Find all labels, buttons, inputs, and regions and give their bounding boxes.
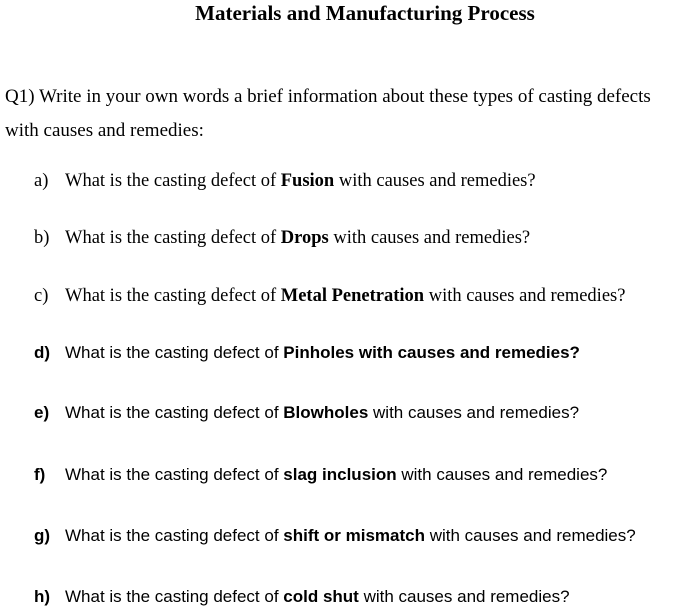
- item-label: d): [34, 343, 51, 362]
- item-suffix: with causes and remedies?: [424, 286, 626, 306]
- list-item-b: [34, 226, 530, 250]
- item-term: shift or mismatch: [283, 526, 425, 545]
- item-term: slag inclusion: [283, 465, 397, 484]
- item-suffix: with causes and remedies?: [334, 171, 536, 191]
- item-term: Blowholes: [283, 403, 369, 422]
- item-prefix: What is the casting defect of: [65, 526, 284, 545]
- item-prefix: What is the casting defect of: [65, 587, 284, 606]
- item-suffix: with causes and remedies?: [368, 403, 580, 422]
- list-item-f: [34, 463, 607, 487]
- item-label: b): [34, 228, 50, 248]
- question-text: [5, 80, 690, 148]
- item-label: c): [34, 286, 49, 306]
- item-prefix: What is the casting defect of: [65, 171, 281, 191]
- list-item-e: [34, 401, 579, 425]
- list-item-d: [34, 341, 580, 365]
- item-prefix: What is the casting defect of: [65, 465, 284, 484]
- item-prefix: What is the casting defect of: [65, 286, 281, 306]
- list-item-a: [34, 169, 536, 193]
- item-suffix: with causes and remedies?: [328, 228, 531, 248]
- item-term: Metal Penetration: [280, 286, 425, 306]
- question-line-1: Q1) Write in your own words a brief information about these types of casting defects: [5, 86, 651, 107]
- item-label: g): [34, 526, 51, 545]
- item-prefix: What is the casting defect of: [65, 343, 284, 362]
- item-label: f): [34, 465, 46, 484]
- item-label: e): [34, 403, 50, 422]
- item-suffix: with causes and remedies?: [396, 465, 608, 484]
- item-suffix: with causes and remedies?: [424, 526, 636, 545]
- list-item-h: [34, 585, 570, 609]
- item-label: a): [34, 171, 49, 191]
- item-term: Drops: [280, 228, 329, 248]
- list-item-g: [34, 524, 636, 548]
- item-prefix: What is the casting defect of: [65, 228, 281, 248]
- item-prefix: What is the casting defect of: [65, 403, 284, 422]
- item-term: cold shut: [283, 587, 359, 606]
- question-line-2: with causes and remedies:: [5, 120, 204, 141]
- item-term: Fusion: [280, 171, 335, 191]
- list-item-c: [34, 284, 625, 308]
- item-label: h): [34, 587, 51, 606]
- item-term: Pinholes with causes and remedies?: [283, 343, 580, 362]
- item-suffix: with causes and remedies?: [358, 587, 570, 606]
- document-title: Materials and Manufacturing Process: [195, 1, 535, 25]
